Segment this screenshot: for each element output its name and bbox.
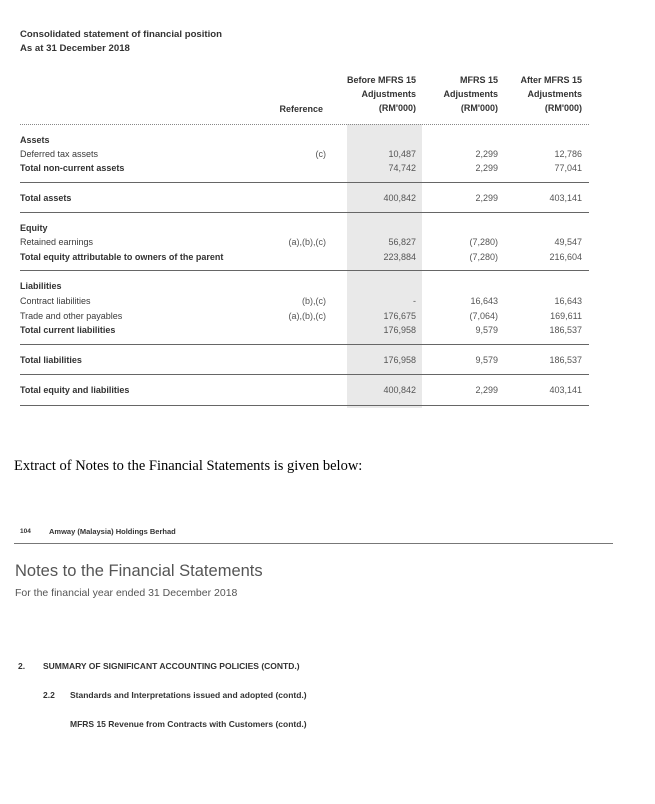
- col-before-l1: Before MFRS 15: [346, 75, 416, 85]
- retained-before: 56,827: [388, 237, 416, 247]
- trade-ref: (a),(b),(c): [288, 311, 326, 321]
- total-assets-mfrs: 2,299: [475, 193, 498, 203]
- col-before-l3: (RM'000): [378, 103, 416, 113]
- retained-mfrs: (7,280): [469, 237, 498, 247]
- total-current-mfrs: 9,579: [475, 325, 498, 335]
- statement-title: Consolidated statement of financial position: [20, 29, 223, 40]
- total-eq-liab-mfrs: 2,299: [475, 385, 498, 395]
- section-number: 2.: [18, 661, 26, 671]
- section-title: SUMMARY OF SIGNIFICANT ACCOUNTING POLICIES (CONTD.): [43, 661, 300, 671]
- total-eq-liab-before: 400,842: [383, 385, 416, 395]
- total-noncurrent-before: 74,742: [388, 163, 416, 173]
- total-noncurrent-after: 77,041: [554, 163, 582, 173]
- trade-label: Trade and other payables: [20, 311, 123, 321]
- col-mfrs-l1: MFRS 15: [459, 75, 498, 85]
- col-before-l2: Adjustments: [361, 89, 416, 99]
- total-current-label: Total current liabilities: [20, 325, 116, 335]
- statement-date: As at 31 December 2018: [20, 43, 130, 54]
- trade-mfrs: (7,064): [469, 311, 498, 321]
- total-liabilities-label: Total liabilities: [20, 355, 82, 365]
- divider: [20, 212, 589, 213]
- col-after-l2: Adjustments: [527, 89, 582, 99]
- trade-after: 169,611: [550, 311, 582, 321]
- notes-subtitle: For the financial year ended 31 December 2018: [15, 587, 238, 599]
- col-after: [500, 73, 582, 115]
- total-equity-before: 223,884: [383, 252, 416, 262]
- equity-heading: Equity: [20, 223, 48, 233]
- col-mfrs-l3: (RM'000): [460, 103, 498, 113]
- subsection-number: 2.2: [43, 690, 55, 700]
- total-current-after: 186,537: [549, 325, 582, 335]
- extract-sentence: Extract of Notes to the Financial Statements is given below:: [14, 458, 363, 474]
- assets-heading: Assets: [20, 135, 50, 145]
- deferred-tax-mfrs: 2,299: [475, 149, 498, 159]
- divider: [20, 270, 589, 271]
- company-name: Amway (Malaysia) Holdings Berhad: [49, 527, 176, 536]
- retained-after: 49,547: [554, 237, 582, 247]
- col-mfrs: [420, 73, 498, 115]
- retained-label: Retained earnings: [20, 237, 94, 247]
- col-after-l3: (RM'000): [544, 103, 582, 113]
- contract-before: -: [413, 296, 416, 306]
- contract-after: 16,643: [554, 296, 582, 306]
- deferred-tax-label: Deferred tax assets: [20, 149, 99, 159]
- col-after-l1: After MFRS 15: [520, 75, 582, 85]
- subsection-title: Standards and Interpretations issued and adopted (contd.): [70, 690, 307, 700]
- divider: [20, 405, 589, 406]
- subsubsection-title: MFRS 15 Revenue from Contracts with Customers (contd.): [70, 719, 307, 729]
- col-reference: Reference: [279, 104, 323, 114]
- contract-ref: (b),(c): [302, 296, 326, 306]
- liabilities-heading: Liabilities: [20, 281, 62, 291]
- contract-mfrs: 16,643: [470, 296, 498, 306]
- footer-rule: [14, 543, 613, 544]
- total-equity-label: Total equity attributable to owners of the parent: [20, 252, 224, 262]
- total-current-before: 176,958: [383, 325, 416, 335]
- total-noncurrent-mfrs: 2,299: [475, 163, 498, 173]
- col-before: [320, 73, 416, 115]
- notes-title: Notes to the Financial Statements: [15, 562, 263, 580]
- deferred-tax-before: 10,487: [388, 149, 416, 159]
- total-liabilities-after: 186,537: [549, 355, 582, 365]
- total-liabilities-mfrs: 9,579: [475, 355, 498, 365]
- total-equity-after: 216,604: [549, 252, 582, 262]
- deferred-tax-ref: (c): [315, 149, 326, 159]
- retained-ref: (a),(b),(c): [288, 237, 326, 247]
- trade-before: 176,675: [383, 311, 416, 321]
- total-liabilities-before: 176,958: [383, 355, 416, 365]
- col-mfrs-l2: Adjustments: [443, 89, 498, 99]
- divider: [20, 374, 589, 375]
- total-assets-label: Total assets: [20, 193, 72, 203]
- header-divider: [20, 124, 589, 125]
- total-assets-after: 403,141: [549, 193, 582, 203]
- page-number: 104: [20, 528, 31, 535]
- total-eq-liab-after: 403,141: [549, 385, 582, 395]
- total-noncurrent-label: Total non-current assets: [20, 163, 125, 173]
- total-assets-before: 400,842: [383, 193, 416, 203]
- divider: [20, 344, 589, 345]
- deferred-tax-after: 12,786: [554, 149, 582, 159]
- total-eq-liab-label: Total equity and liabilities: [20, 385, 130, 395]
- divider: [20, 182, 589, 183]
- total-equity-mfrs: (7,280): [469, 252, 498, 262]
- contract-label: Contract liabilities: [20, 296, 91, 306]
